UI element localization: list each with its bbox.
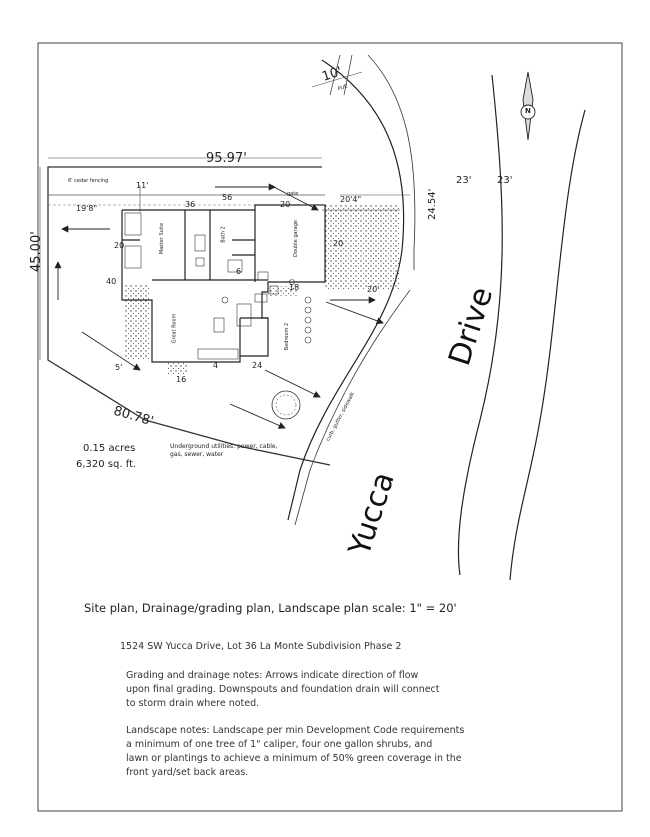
- dim-top: 95.97': [206, 151, 247, 166]
- dim-20-4: 20'4": [340, 195, 362, 204]
- street-word-drive: Drive: [442, 283, 501, 370]
- dim-5: 5': [115, 363, 123, 372]
- landscape-note-1: Landscape notes: Landscape per min Development Code requirements: [126, 725, 465, 736]
- pue-label: PUE: [337, 83, 349, 93]
- gate-label: gate: [287, 191, 299, 197]
- dim-house-side: 24.54': [427, 188, 438, 220]
- room-master: Master Suite: [159, 222, 166, 255]
- dim-18: 18: [289, 283, 300, 292]
- grading-note-2: upon final grading. Downspouts and foundation drain will connect: [126, 684, 440, 695]
- dim-20-right: 20': [367, 285, 380, 294]
- dim-20a: 20: [280, 200, 291, 209]
- planting-bed-left: [124, 285, 150, 360]
- dim-drive-b: 23': [497, 175, 513, 186]
- dim-16: 16: [176, 375, 187, 384]
- street-word-yucca: Yucca: [342, 467, 402, 560]
- landscape-note-2: a minimum of one tree of 1" caliper, four one gallon shrubs, and: [126, 739, 433, 750]
- dim-36: 36: [185, 200, 196, 209]
- plan-title: Site plan, Drainage/grading plan, Landscape plan scale: 1" = 20': [84, 601, 457, 615]
- dim-4: 4: [213, 361, 219, 370]
- room-bedroom: Bedroom 2: [284, 322, 291, 351]
- utilities-line2: gas, sewer, water: [170, 451, 224, 458]
- room-great: Great Room: [171, 313, 178, 344]
- landscape-note-4: front yard/set back areas.: [126, 767, 249, 778]
- dim-40: 40: [106, 277, 117, 286]
- fencing-label: 6' cedar fencing: [68, 178, 109, 184]
- grading-note-3: to storm drain where noted.: [126, 698, 260, 709]
- dim-20b: 20: [114, 241, 125, 250]
- dim-bottom: 80.78': [111, 403, 156, 430]
- dim-left: 45.00': [29, 231, 44, 272]
- grading-note-1: Grading and drainage notes: Arrows indicate direction of flow: [126, 670, 419, 681]
- acres-label: 0.15 acres: [83, 443, 136, 454]
- north-label: N: [525, 107, 531, 115]
- north-arrow-icon: [521, 72, 535, 140]
- room-garage: Double garage: [292, 220, 299, 257]
- sqft-label: 6,320 sq. ft.: [76, 459, 137, 470]
- dim-56: 56: [222, 193, 233, 202]
- room-bath2: Bath 2: [220, 226, 227, 243]
- address-line: 1524 SW Yucca Drive, Lot 36 La Monte Subdivision Phase 2: [120, 641, 402, 652]
- dim-drive-a: 23': [456, 175, 472, 186]
- dim-setback: 10': [320, 64, 344, 85]
- dim-20c: 20: [333, 239, 344, 248]
- landscape-note-3: lawn or plantings to achieve a minimum of 50% green coverage in the: [126, 753, 462, 764]
- dim-11: 11': [136, 181, 149, 190]
- dim-19-8: 19'8": [76, 204, 98, 213]
- tree-symbol: [272, 391, 300, 419]
- curb-label: curb, gutter, sidewalk: [325, 391, 357, 443]
- dim-24: 24: [252, 361, 263, 370]
- utilities-line1: Underground utilities: power, cable,: [170, 443, 278, 450]
- dim-6: 6: [236, 267, 242, 276]
